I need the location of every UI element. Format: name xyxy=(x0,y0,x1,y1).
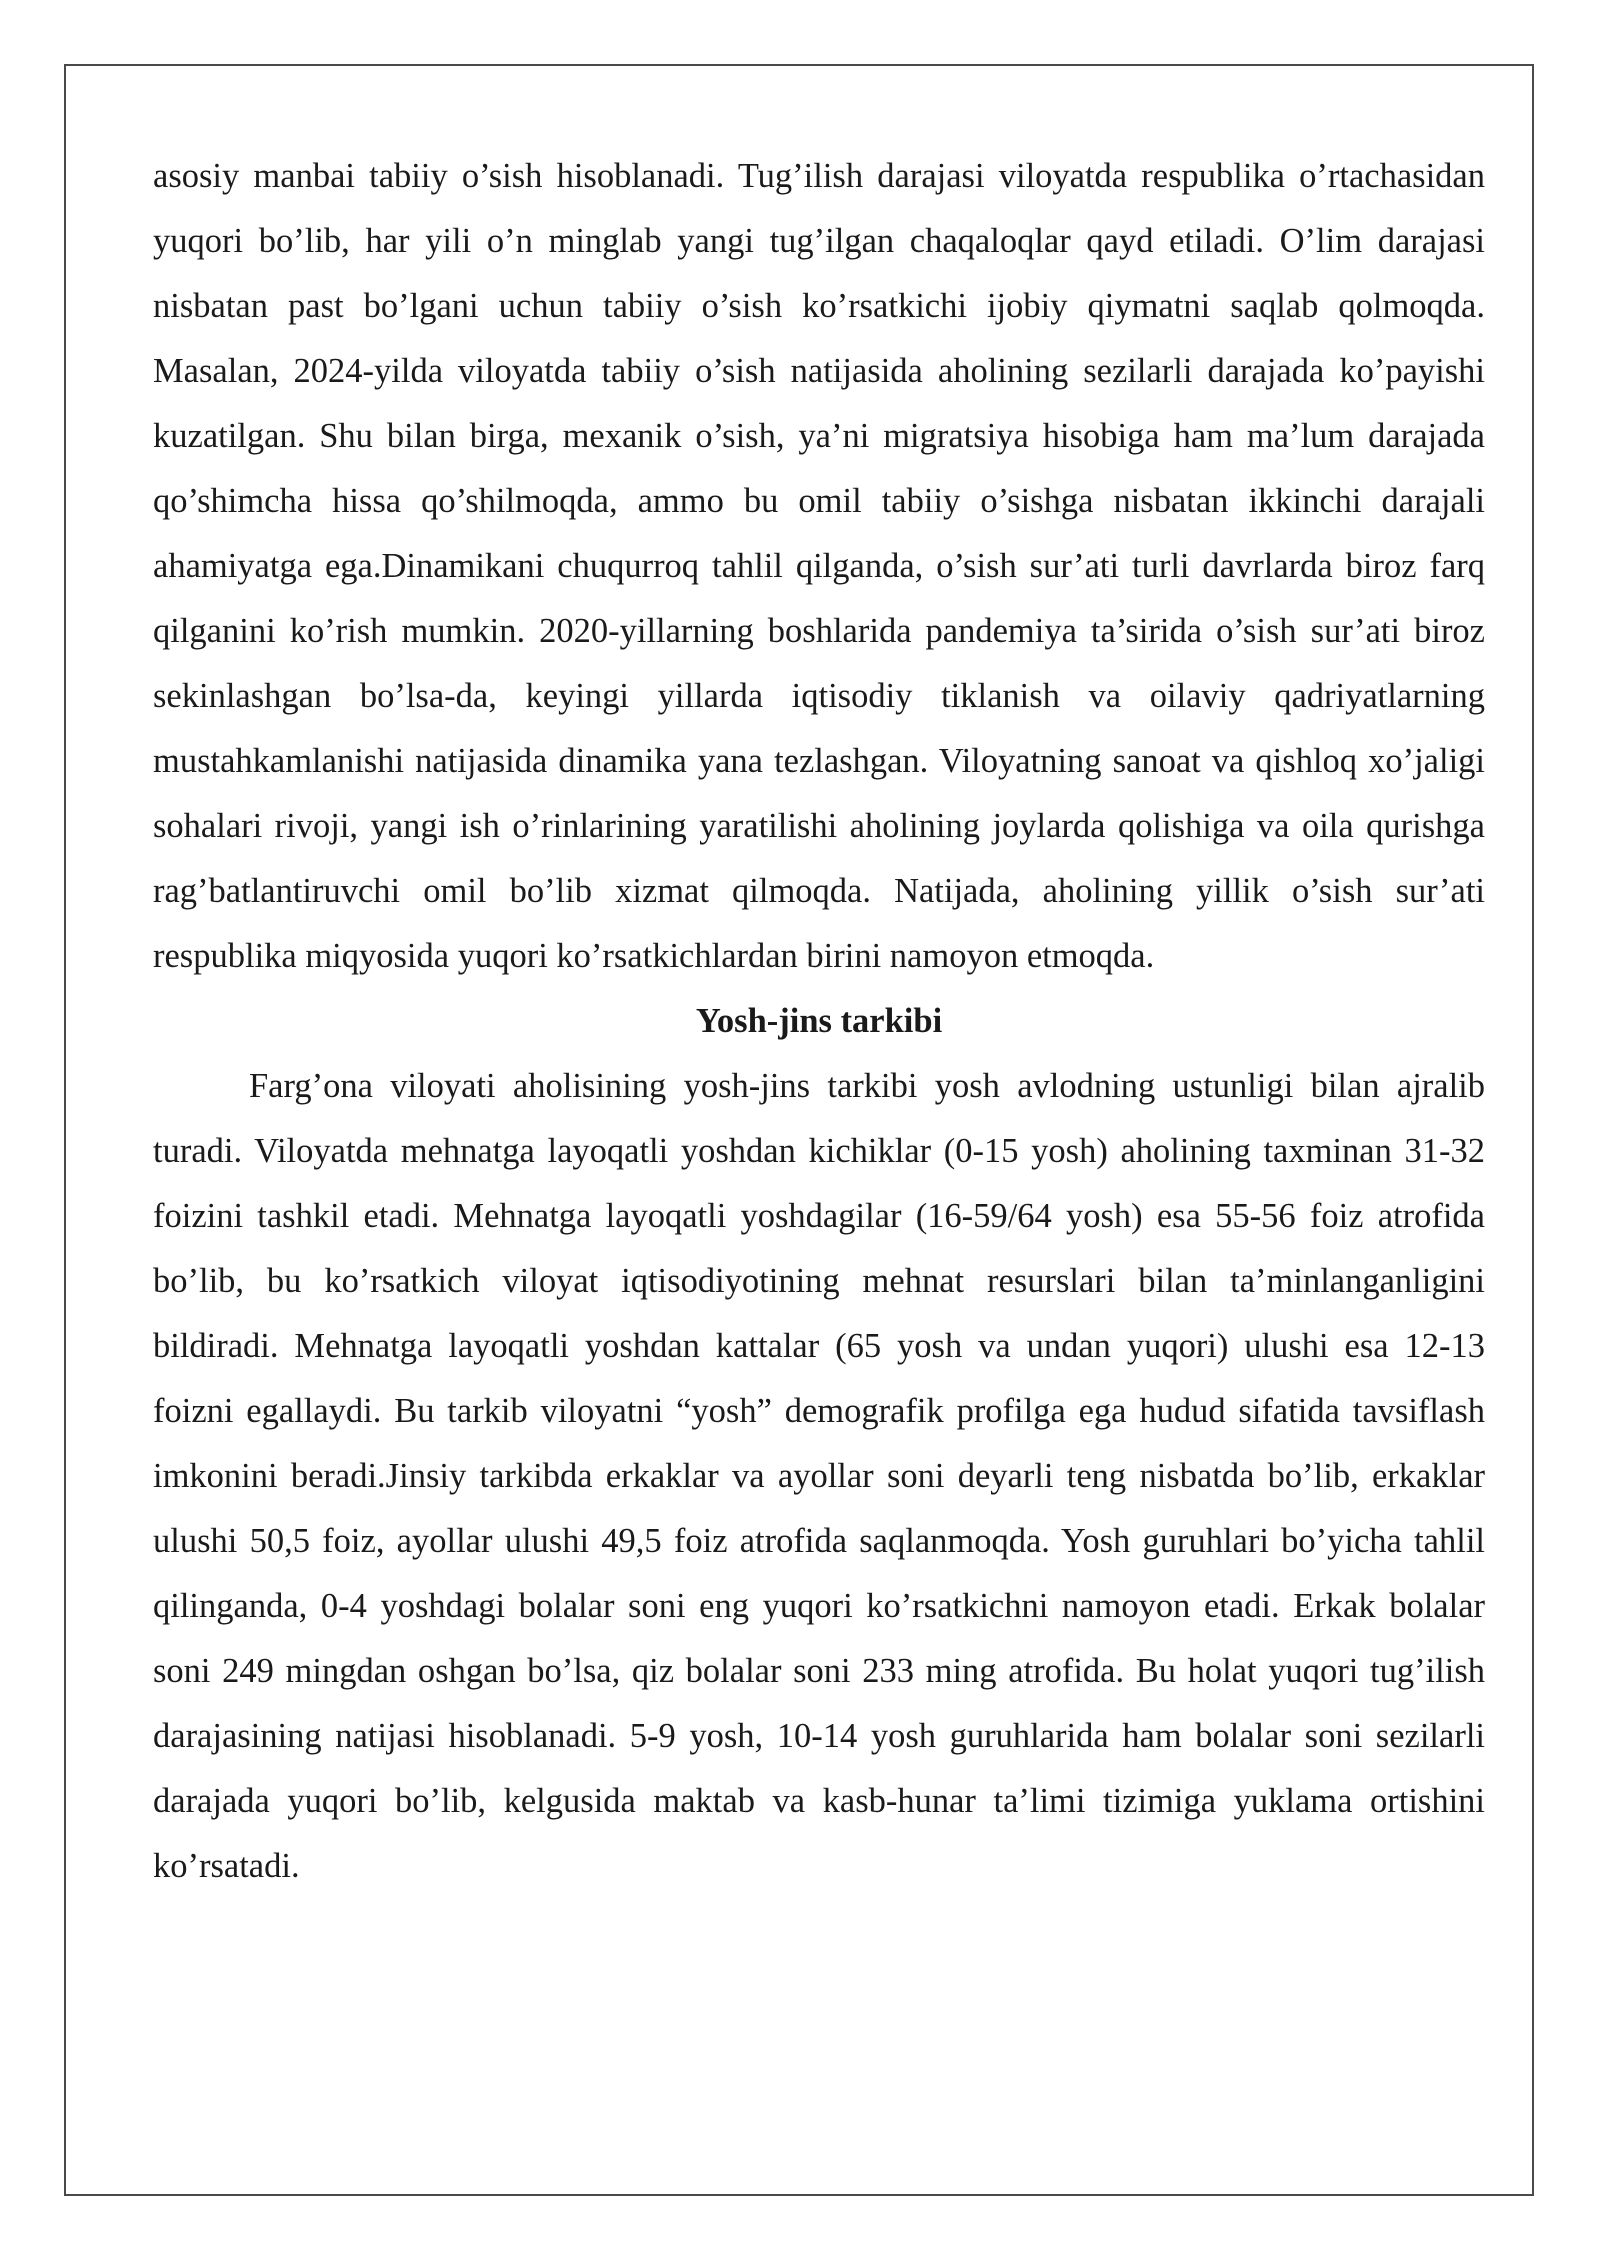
body-paragraph-2: Farg’ona viloyati aholisining yosh-jins tarkibi yosh avlodning ustunligi bilan ajralib turadi. Viloyatda mehnatga layoqatli yoshdan kichiklar (0-15 yosh) aholining taxminan 31-32 foizini tashkil etadi. Mehnatga layoqatli yoshdagilar (16-59/64 yosh) esa 55-56 foiz atrofida bo’lib, bu ko’rsatkich viloyat iqtisodiyotining mehnat resurslari bilan ta’minlanganligini bildiradi. Mehnatga layoqatli yoshdan kattalar (65 yosh va undan yuqori) ulushi esa 12-13 foizni egallaydi. Bu tarkib viloyatni “yosh” demografik profilga ega hudud sifatida tavsiflash imkonini beradi.Jinsiy tarkibda erkaklar va ayollar soni deyarli teng nisbatda bo’lib, erkaklar ulushi 50,5 foiz, ayollar ulushi 49,5 foiz atrofida saqlanmoqda. Yosh guruhlari bo’yicha tahlil qilinganda, 0-4 yoshdagi bolalar soni eng yuqori ko’rsatkichni namoyon etadi. Erkak bolalar soni 249 mingdan oshgan bo’lsa, qiz bolalar soni 233 ming atrofida. Bu holat yuqori tug’ilish darajasining natijasi hisoblanadi. 5-9 yosh, 10-14 yosh guruhlarida ham bolalar soni sezilarli darajada yuqori bo’lib, kelgusida maktab va kasb-hunar ta’limi tizimiga yuklama ortishini ko’rsatadi. xyxy=(153,1067,1485,1885)
document-body xyxy=(153,144,1485,1899)
section-heading: Yosh-jins tarkibi xyxy=(695,1002,943,1040)
body-paragraph-1: asosiy manbai tabiiy o’sish hisoblanadi. Tug’ilish darajasi viloyatda respublika o’rtachasidan yuqori bo’lib, har yili o’n minglab yangi tug’ilgan chaqaloqlar qayd etiladi. O’lim darajasi nisbatan past bo’lgani uchun tabiiy o’sish ko’rsatkichi ijobiy qiymatni saqlab qolmoqda. Masalan, 2024-yilda viloyatda tabiiy o’sish natijasida aholining sezilarli darajada ko’payishi kuzatilgan. Shu bilan birga, mexanik o’sish, ya’ni migratsiya hisobiga ham ma’lum darajada qo’shimcha hissa qo’shilmoqda, ammo bu omil tabiiy o’sishga nisbatan ikkinchi darajali ahamiyatga ega.Dinamikani chuqurroq tahlil qilganda, o’sish sur’ati turli davrlarda biroz farq qilganini ko’rish mumkin. 2020-yillarning boshlarida pandemiya ta’sirida o’sish sur’ati biroz sekinlashgan bo’lsa-da, keyingi yillarda iqtisodiy tiklanish va oilaviy qadriyatlarning mustahkamlanishi natijasida dinamika yana tezlashgan. Viloyatning sanoat va qishloq xo’jaligi sohalari rivoji, yangi ish o’rinlarining yaratilishi aholining joylarda qolishiga va oila qurishga rag’batlantiruvchi omil bo’lib xizmat qilmoqda. Natijada, aholining yillik o’sish sur’ati respublika miqyosida yuqori ko’rsatkichlardan birini namoyon etmoqda. xyxy=(153,157,1485,975)
